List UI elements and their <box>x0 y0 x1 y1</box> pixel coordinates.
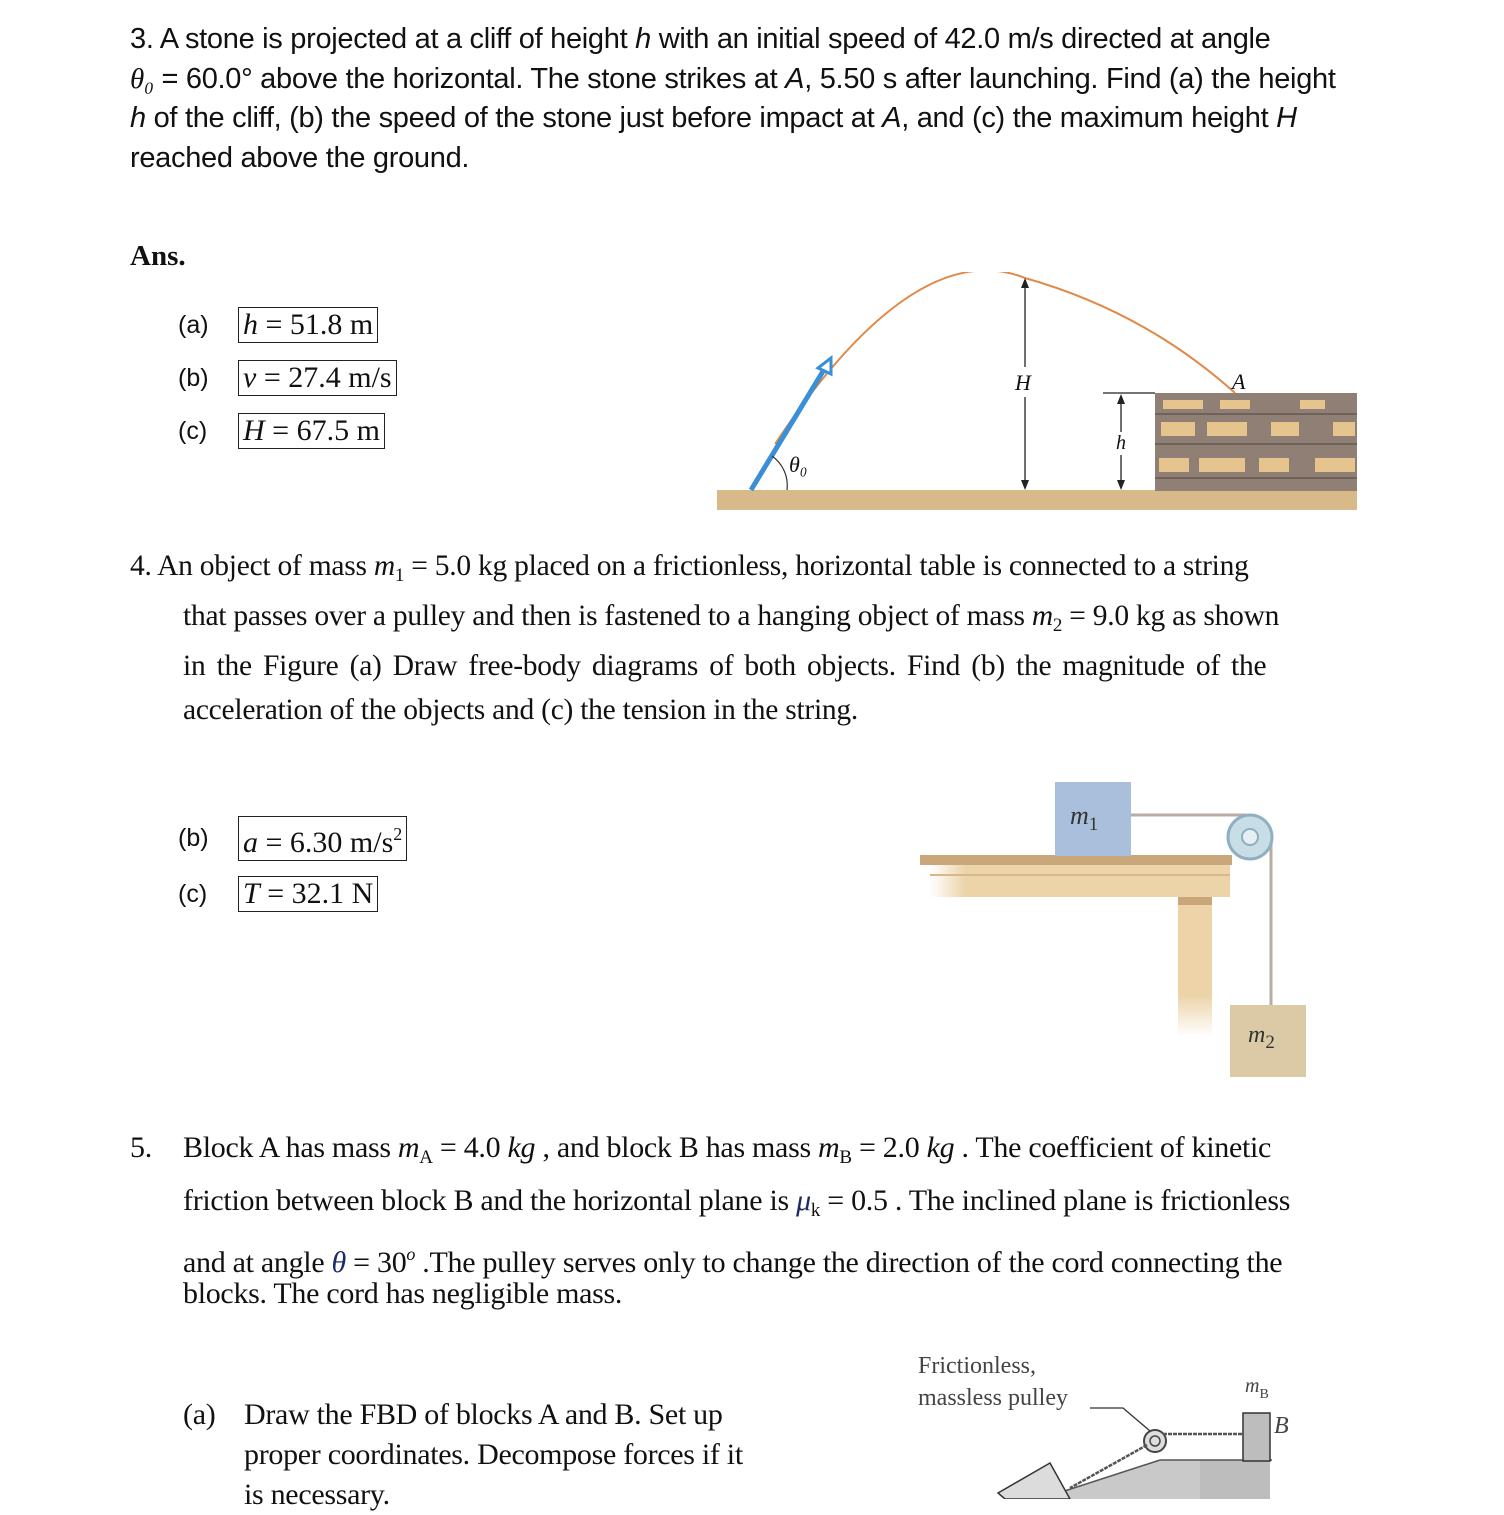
answer-row-a: (a) h = 51.8 m <box>178 305 397 345</box>
table-pulley-figure <box>910 775 1310 1080</box>
answer-heading: Ans. <box>130 240 186 272</box>
problem-5-line-3: and at angle $\theta = 30^o$ .The pulley serves only to change the direction of the cord connecting the <box>183 1244 1283 1279</box>
m2-label: $m_2$ <box>1248 1022 1275 1053</box>
answer-box: H = 67.5 m <box>238 413 385 449</box>
mB-label: $m_B$ <box>1245 1375 1269 1402</box>
answer-box: T = 32.1 N <box>238 876 378 912</box>
h-label: h <box>1116 432 1126 454</box>
block-B <box>1243 1413 1270 1461</box>
H-label: H <box>1015 370 1031 395</box>
problem-4-line-4: acceleration of the objects and (c) the tension in the string. <box>183 694 859 726</box>
problem-3-line-4: reached above the ground. <box>130 141 470 174</box>
answer-box: h = 51.8 m <box>238 307 378 343</box>
answer-row-c: (c) T = 32.1 N <box>178 874 407 914</box>
table-top <box>920 855 1232 865</box>
problem-3-statement <box>130 20 1390 178</box>
answer-row-c: (c) H = 67.5 m <box>178 411 397 451</box>
velocity-arrow <box>751 368 825 490</box>
problem-3-line-1: 3. A stone is projected at a cliff of height h with an initial speed of 42.0 m/s directed at angle <box>130 23 1271 55</box>
theta-label: θ₀ <box>789 452 808 477</box>
problem-4-statement <box>130 541 1378 741</box>
problem-4-line-1: 4. An object of mass $m_1 = 5.0$ kg placed on a frictionless, horizontal table is connected to a string <box>130 550 1249 586</box>
problem-5-line-2: friction between block B and the horizontal plane is $\mu_k = 0.5$ . The inclined plane is frictionless <box>183 1184 1291 1221</box>
answer-row-b: (b) a = 6.30 $m/s^2$ <box>178 818 407 858</box>
B-label: B <box>1274 1413 1289 1439</box>
problem-4-answers <box>178 818 407 914</box>
problem-4-line-2: that passes over a pulley and then is fastened to a hanging object of mass $m_2 = 9.0$ kg as shown <box>183 600 1280 636</box>
pulley <box>1144 1430 1166 1452</box>
incline-pulley-figure <box>910 1345 1330 1499</box>
block-A <box>998 1463 1070 1499</box>
ground <box>717 490 1357 510</box>
problem-5-line-1: Block A has mass $m_A = 4.0$ kg , and block B has mass $m_B = 2.0$ kg . The coefficient of kinetic <box>183 1131 1272 1168</box>
projectile-diagram <box>715 272 1360 514</box>
answer-box: a = 6.30 $m/s^2$ <box>238 816 407 861</box>
projectile-cliff-figure <box>715 272 1360 514</box>
problem-3-line-2: θ₀ = 60.0° above the horizontal. The stone strikes at A, 5.50 s after launching. Find (a) the height <box>130 62 1336 95</box>
cliff <box>1155 393 1357 491</box>
problem-4-line-3: in the Figure (a) Draw free-body diagrams of both objects. Find (b) the magnitude of the <box>183 650 1267 682</box>
problem-5-line-4: blocks. The cord has negligible mass. <box>183 1277 623 1310</box>
angle-arc <box>772 456 787 490</box>
table-leg <box>1178 897 1212 1037</box>
answer-row-b: (b) v = 27.4 m/s <box>178 358 397 398</box>
m1-label: $m_1$ <box>1070 801 1099 835</box>
problem-3-answers <box>178 305 397 451</box>
problem-number: 3. <box>130 23 154 55</box>
pulley-caption: Frictionless, massless pulley <box>918 1353 1068 1411</box>
answer-box: v = 27.4 m/s <box>238 360 397 396</box>
problem-3-line-3: h of the cliff, (b) the speed of the stone just before impact at A, and (c) the maximum height H <box>130 102 1297 134</box>
problem-number: 5. <box>130 1131 152 1164</box>
A-label: A <box>1232 369 1246 394</box>
